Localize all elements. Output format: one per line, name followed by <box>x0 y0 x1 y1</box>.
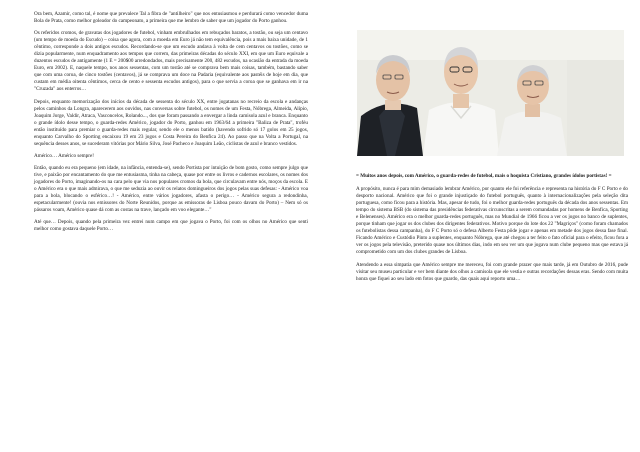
paragraph: Américo… Américo sempre! <box>34 152 94 159</box>
photo-caption: = Muitos anos depois, com Américo, o guarda-redes de futebol, mais o hoquista Cristiano, grandes ídolos portistas! = <box>356 173 612 179</box>
photo-three-men <box>357 30 624 156</box>
paragraph: A propósito, nunca é para mim demasiado lembrar Américo, por quanto ele foi referência e representa na história do F C Porto e do desporto nacional. Américo que foi o grande injustiçado do futebol português, quanto à internacionalizações pela seleção dita portuguesa, como ficou para a história. Mas, apesar de tudo, foi o melhor guarda-redes português da década dos anos sessentas. Em tempo do sistema BSB (do sistema das presidências federativas circunscritas a serem comandadas por homens de Benfica, Sporting e Belenenses). Américo era o melhor guarda-redes português, mas no Mundial de 1966 ficou a ver os jogos no banco de suplentes, porque tinham que jogar os dos clubes dos dirigentes federativos. Motivo porque do lote dos 22 "Magriços" (como foram chamados os futebolistas dessa campanha), do F C Porto só o defesa Alberto Festa pôde jogar e apenas em metade dos jogos dessa fase final. Ficando Américo e Custódio Pinto a suplentes, enquanto Nóbrega, que até chegou a ter feito o fato oficial para o efeito, ficou fora a ver os jogos pela televisão, preterido quase nos últimos dias, indo em seu ver um que jogava num clube pequeno mas que estava já comprometido com um dos clubes grandes de Lisboa. <box>356 186 628 256</box>
paragraph: Atendendo a essa simpatia que Américo sempre me mereceu, foi com grande prazer que mais tarde, já em Outubro de 2016, pude visitar seu museu particular e ver bem diante dos olhos a camisola que ele vestia e outras recordações dessas eras. Sendo com muita honra que fiquei ao seu lado em fotos que guardo, das quais aqui reporto uma… <box>356 261 628 282</box>
paragraph: Até que… Depois, quando pela primeira vez entrei num campo em que jogava o Porto, foi com os olhos no Américo que senti melhor como gostava daquele Porto… <box>34 219 308 233</box>
photo-illustration <box>357 30 624 156</box>
paragraph: Então, quando eu era pequeno (em idade, na infância, entenda-se), sendo Portista por intuição de bom gosto, como sempre julgo que tive, e paixão por encantamento do que me entusiasma, tinha na cabeça, quase por entre os livros e cadernos escolares, os nomes dos jogadores do Porto, imaginando-os na cara pelo que via nos populares cromos da bola, que circulavam entre nós, moços da escola. E o Américo era o que mais admirava, o que me seduzia ao ouvir os relatos domingueiros dos jogos pelas suas defesas: - Américo voa para a bola, blocando o esférico…! - Américo, entre vários jogadores, afasta o perigo… - Américo segura a redondinha, espetacularmente! (ouvia nos emissores do Norte Reunidos, porque as emissoras de Lisboa pouco davam do Porto) – Nem só os pássaros voam, Américo quase dá com as costas na trave, lançado em voo elegante…" <box>34 164 308 214</box>
right-text-column <box>356 173 628 288</box>
paragraph: Depois, enquanto memorização dos inícios da década de sessenta do século XX, entre jogatanas no recreio da escola e andanças pelos caminhos da Longra, aparecerem aos ouvidos, nas conversas sobre futebol, os nomes de um Festa, Nóbrega, Almeida, Alípio, Joaquim Jorge, Valdir, Atraca, Vasconcelos, Rolando..., dos que foram passando a envergar a linda camisola azul e branca. Enquanto o grande ídolo desse tempo, o guarda-redes Américo, jogador do Porto, ganhou em 1963/64 a primeira "Baliza de Prata", troféu então instituído para premiar o guarda-redes mais regular, sendo ele o menos batido (havendo sofrido só 17 golos em 25 jogos, enquanto Carvalho do Sporting encaixou 19 em 23 jogos e Costa Pereira do Benfica 24). Ao passo que na Volta a Portugal, na sequência desses anos, se sucederam vitórias por Mário Silva, José Pacheco e Joaquim Leão, ciclistas de azul e branco vestidos. <box>34 98 308 147</box>
paragraph: Ora bem, Azamir, como tal, é nome que prevalece Tal a fibra de "antilheiro" que nos entusiasmou e perdurará como vencedor duma Bola de Prata, como melhor goleador do campeonato, a primeira que me lembro de saber que um jogador do Porto ganhou. <box>34 11 308 25</box>
paragraph: Os referidos cromos, de gravatas dos jogadores de futebol, vinham embrulhados em rebuçados baratos, a tostão, ou seja um centavo (um tempo de moeda do Escudo) – coisa que agora, com a moeda em Euro já não tem equivalência, pois a mais baixa unidade, de 1 cêntimo, corresponde a dois antigos escudos. Recordando-se que um escudo andava à volta de cem centavos ou tostões, como se dizia popularmente, num enquadramento aos tempos que correm, das primeiras décadas do século XXI, em que um Euro equivale a duzentos escudos de antigamente (1 E = 200$00 arredondados, mais precisamente 200, 482 escudos, na ocasião da entrada da moeda Euro, em 2002). E, naquele tempo, nos anos sessentas, com um tostão até se comprava bem mais coisas, também, bastando saber que com uma coroa, de cinco tostões (centavos), já se comprava um doce na Padaria (equivalente aos pastéis de hoje em dia, que custam em média oitenta cêntimos, cerca de cento e sessenta escudos antigos), para o que servia a coroa que se ganhava em ir na "Cruzada" aos enterros… <box>34 30 308 93</box>
left-text-column <box>34 11 308 238</box>
